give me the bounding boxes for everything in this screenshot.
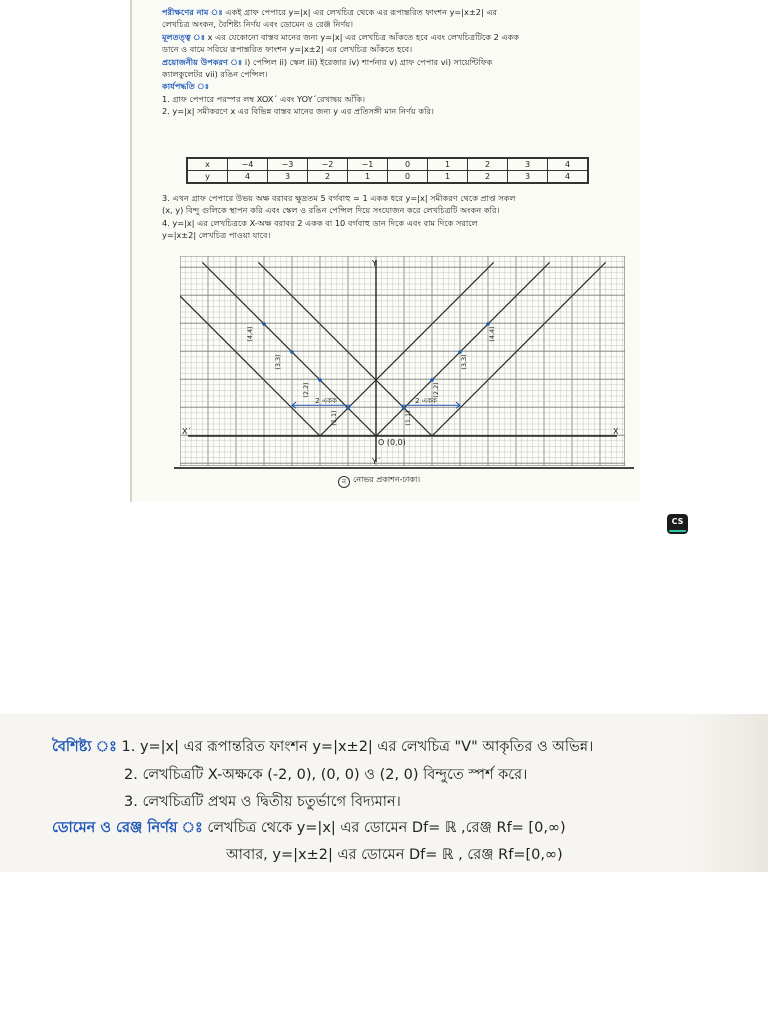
table-header-y: y [187, 171, 228, 184]
table-cell-x: 3 [508, 158, 548, 171]
feature-3: 3. লেখচিত্রটি প্রথম ও দ্বিতীয় চতুর্ভাগে বিদ্যমান। [124, 794, 401, 810]
table-cell-y: 3 [508, 171, 548, 184]
table-cell-y: 4 [228, 171, 268, 184]
point-label: (4,4) [246, 326, 254, 342]
point-label: (3,3) [274, 354, 282, 370]
table-cell-x: −3 [268, 158, 308, 171]
text-line [162, 80, 632, 92]
line-text: লেখচিত্র অংকন, বৈশিষ্ট্য নির্ণয় এবং ডোমেন ও রেঞ্জ নির্ণয়। [162, 19, 354, 30]
publisher-logo-icon: ন [338, 476, 350, 488]
experiment-text [162, 6, 632, 118]
line-text: x এর যেকোনো বাস্তব মানের জন্য y=|x| এর লেখচিত্র আঁকতে হবে এবং লেখচিত্রটিকে 2 একক [205, 31, 520, 42]
line-text: i) পেন্সিল ii) স্কেল iii) ইরেজার iv) শার্পনার v) গ্রাফ পেপার vi) সায়েন্টিফিক [242, 56, 493, 67]
features-line-1 [52, 736, 593, 760]
camscanner-badge [667, 514, 688, 534]
graph-background [180, 256, 625, 466]
plotted-point [430, 378, 434, 382]
shift-label-left: 2 একক [315, 397, 337, 406]
plotted-point [346, 406, 350, 410]
page-shadow [688, 714, 768, 872]
text-line [162, 68, 632, 80]
text-line [162, 93, 632, 105]
table-cell-x: −2 [308, 158, 348, 171]
table-cell-x: −1 [348, 158, 388, 171]
domain-range-label: ডোমেন ও রেঞ্জ নির্ণয় ঃ [52, 820, 203, 836]
table-cell-x: 0 [388, 158, 428, 171]
section-label: প্রয়োজনীয় উপকরণ ঃ [162, 56, 243, 67]
table-cell-y: 0 [388, 171, 428, 184]
features-line-3 [124, 791, 401, 815]
point-label: (1,1) [330, 410, 338, 426]
x-axis-label: X [613, 427, 619, 436]
value-table [186, 157, 589, 184]
text-line [162, 6, 632, 18]
plotted-point [262, 322, 266, 326]
graph-paper [180, 256, 625, 466]
feature-1: 1. y=|x| এর রূপান্তরিত ফাংশন y=|x±2| এর লেখচিত্র "V" আকৃতির ও অভিন্ন। [121, 739, 594, 755]
text-line [162, 18, 632, 30]
line-text: 1. গ্রাফ পেপারে পরস্পর লম্ব XOX´ এবং YOY´রেখাদ্বয় আঁকি। [162, 93, 366, 104]
section-label: কার্যপদ্ধতি ঃ [162, 81, 210, 92]
table-row-x [187, 158, 588, 171]
textbook-page-top [130, 0, 640, 502]
plotted-point [458, 350, 462, 354]
origin-label: O (0,0) [378, 438, 406, 447]
table-cell-y: 2 [308, 171, 348, 184]
section-label: পরীক্ষণের নাম ঃ [162, 7, 223, 17]
line-text: একই গ্রাফ পেপারে y=|x| এর লেখচিত্র থেকে এর রূপান্তরিত ফাংশন y=|x±2| এর [222, 7, 498, 17]
text-line [162, 43, 632, 55]
table-cell-y: 1 [348, 171, 388, 184]
table-cell-x: 4 [548, 158, 589, 171]
point-label: (1,1) [404, 410, 412, 426]
publisher-credit [338, 474, 420, 488]
procedure-step: y=|x±2| লেখচিত্র পাওয়া যাবে। [162, 230, 271, 241]
table-cell-x: 1 [428, 158, 468, 171]
plotted-point [402, 406, 406, 410]
shift-label-right: 2 একক [415, 397, 437, 406]
procedure-steps [162, 192, 632, 242]
point-label: (2,2) [432, 382, 440, 398]
table-row-y [187, 171, 588, 184]
table-header-x: x [187, 158, 228, 171]
features-label: বৈশিষ্ট্য ঃ [52, 739, 117, 755]
line-text: 2. y=|x| সমীকরণে x এর বিভিন্ন বাস্তব মানের জন্য y এর প্রতিসঙ্গী মান নির্ণয় করি। [162, 106, 434, 117]
table-cell-y: 2 [468, 171, 508, 184]
point-label: (2,2) [302, 382, 310, 398]
plotted-point [318, 378, 322, 382]
plotted-point [486, 322, 490, 326]
domain-range-line-2 [226, 844, 563, 868]
line-text: ক্যালকুলেটর vii) রঙিন পেন্সিল। [162, 69, 268, 80]
textbook-page-bottom [0, 714, 768, 872]
procedure-step: 3. এখন গ্রাফ পেপারে উভয় অক্ষ বরাবর ক্ষুদ্রতম 5 বর্গবাহু = 1 একক ধরে y=|x| সমীকরণ থেকে প্রাপ্ত সকল [162, 193, 516, 203]
table-cell-y: 4 [548, 171, 589, 184]
line-text: ডানে ও বামে সরিয়ে রূপান্তরিত ফাংশন y=|x±2| এর লেখচিত্র আঁকতে হবে। [162, 44, 413, 55]
y-axis-label: Y [372, 259, 377, 268]
page-rule [174, 467, 634, 469]
table-cell-y: 3 [268, 171, 308, 184]
text-line [162, 31, 632, 43]
text-line [162, 105, 632, 117]
text-line [162, 56, 632, 68]
table-cell-x: −4 [228, 158, 268, 171]
procedure-step: 4. y=|x| এর লেখচিত্রকে X-অক্ষ বরাবর 2 একক বা 10 বর্গবাহু ডান দিকে এবং বাম দিকে সরালে [162, 217, 478, 228]
section-label: মূলতত্ত্ব ঃ [162, 31, 206, 42]
plotted-point [290, 350, 294, 354]
domain-range-text-2: আবার, y=|x±2| এর ডোমেন Df= ℝ , রেঞ্জ Rf=[0,∞) [226, 847, 563, 863]
publisher-name: নোভর প্রকাশন-ঢাকা। [353, 475, 421, 484]
point-label: (4,4) [488, 326, 496, 342]
features-line-2 [124, 764, 527, 788]
domain-range-line-1 [52, 817, 566, 841]
x-axis-neg-label: X´ [182, 427, 192, 436]
procedure-step: (x, y) বিন্দু গুলিকে স্থাপন করি এবং স্কেল ও রঙিন পেন্সিল দিয়ে সংযোজন করে লেখচিত্রটি অংকন করি। [162, 205, 500, 216]
y-axis-neg-label: Y´ [372, 457, 381, 466]
domain-range-text-1: লেখচিত্র থেকে y=|x| এর ডোমেন Df= ℝ ,রেঞ্জ Rf= [0,∞) [207, 820, 566, 836]
badge-text: CS [671, 517, 684, 526]
table-cell-y: 1 [428, 171, 468, 184]
table-cell-x: 2 [468, 158, 508, 171]
feature-2: 2. লেখচিত্রটি X-অক্ষকে (-2, 0), (0, 0) ও (2, 0) বিন্দুতে স্পর্শ করে। [124, 767, 528, 783]
point-label: (3,3) [460, 354, 468, 370]
